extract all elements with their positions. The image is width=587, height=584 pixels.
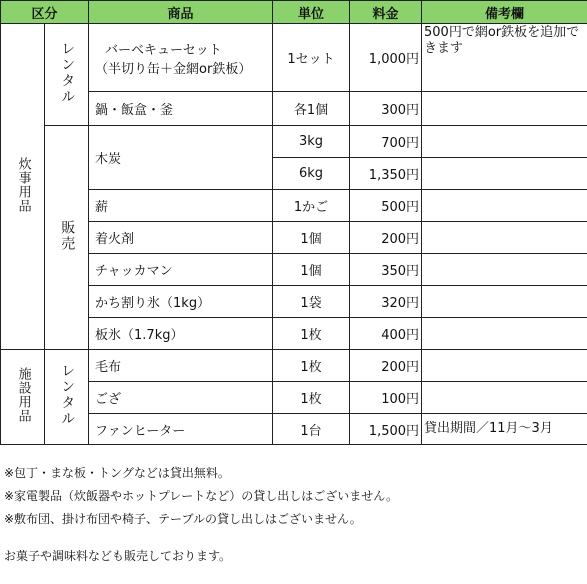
note-cell [422,222,587,254]
note-cell [422,92,587,126]
note-cell [422,350,587,382]
note-cell: 500円で網or鉄板を追加できます [422,24,587,92]
item-cell: 着火剤 [89,222,273,254]
price-cell: 400円 [350,318,422,350]
table-row [1,382,587,414]
price-cell: 350円 [350,254,422,286]
subgroup-sale-label: 販売 [59,219,76,252]
note-cell [422,382,587,414]
table-row [1,350,587,382]
unit-cell: 6kg [273,158,350,190]
item-cell: ファンヒーター [89,414,273,445]
unit-cell: 3kg [273,126,350,158]
unit-cell: 1枚 [273,318,350,350]
table-row [1,254,587,286]
table-row [1,222,587,254]
unit-cell: 1かご [273,190,350,222]
note-line: ※家電製品（炊飯器やホットプレートなど）の貸し出しはございません。 [4,489,398,503]
unit-cell: 各1個 [273,92,350,126]
note-cell [422,190,587,222]
item-name: バーベキューセット [105,42,222,58]
group-cooking-label: 炊事用品 [15,156,31,213]
header-remarks: 備考欄 [422,1,587,24]
price-cell: 100円 [350,382,422,414]
price-cell: 500円 [350,190,422,222]
price-cell: 200円 [350,350,422,382]
price-cell: 200円 [350,222,422,254]
table-row [1,286,587,318]
table-row [1,414,587,445]
subgroup-rental-label: レンタル [59,363,76,427]
price-cell: 1,000円 [350,24,422,92]
item-cell: 板氷（1.7kg） [89,318,273,350]
note-line: ※敷布団、掛け布団や椅子、テーブルの貸し出しはございません。 [4,512,362,526]
unit-cell: 1台 [273,414,350,445]
item-cell: ござ [89,382,273,414]
item-cell: 鍋・飯盒・釜 [89,92,273,126]
header-unit: 単位 [273,1,350,24]
header-price: 料金 [350,1,422,24]
unit-cell: 1枚 [273,350,350,382]
table-row [1,126,587,158]
subgroup-rental [45,350,89,445]
subgroup-sale [45,126,89,350]
table-row [1,24,587,92]
header-product: 商品 [89,1,273,24]
price-cell: 700円 [350,126,422,158]
note-cell [422,318,587,350]
group-cooking [1,24,45,350]
note-cell [422,158,587,190]
price-cell: 300円 [350,92,422,126]
note-cell: 貸出期間／11月～3月 [422,414,587,445]
item-cell: チャッカマン [89,254,273,286]
note-cell [422,126,587,158]
item-cell: 毛布 [89,350,273,382]
note-line: お菓子や調味料なども販売しております。 [4,549,232,563]
note-cell [422,254,587,286]
price-cell: 1,500円 [350,414,422,445]
price-cell: 1,350円 [350,158,422,190]
subgroup-rental-label: レンタル [59,40,76,105]
unit-cell: 1袋 [273,286,350,318]
item-name: 木炭 [95,152,122,167]
item-cell [89,24,273,92]
unit-cell: 1枚 [273,382,350,414]
table-row [1,92,587,126]
notes-section [4,462,398,568]
group-facility-label: 施設用品 [15,367,31,423]
item-cell: 薪 [89,190,273,222]
item-cell [89,126,273,190]
unit-cell: 1個 [273,254,350,286]
header-category: 区分 [1,1,89,24]
table-row [1,190,587,222]
group-facility [1,350,45,445]
price-cell: 320円 [350,286,422,318]
subgroup-rental [45,24,89,126]
unit-cell: 1個 [273,222,350,254]
unit-cell: 1セット [273,24,350,92]
item-cell: かち割り氷（1kg） [89,286,273,318]
note-line: ※包丁・まな板・トングなどは貸出無料。 [4,466,230,480]
header-row [1,1,587,24]
table-row [1,318,587,350]
note-cell [422,286,587,318]
item-subtext: （半切り缶＋金網or鉄板） [95,61,252,77]
